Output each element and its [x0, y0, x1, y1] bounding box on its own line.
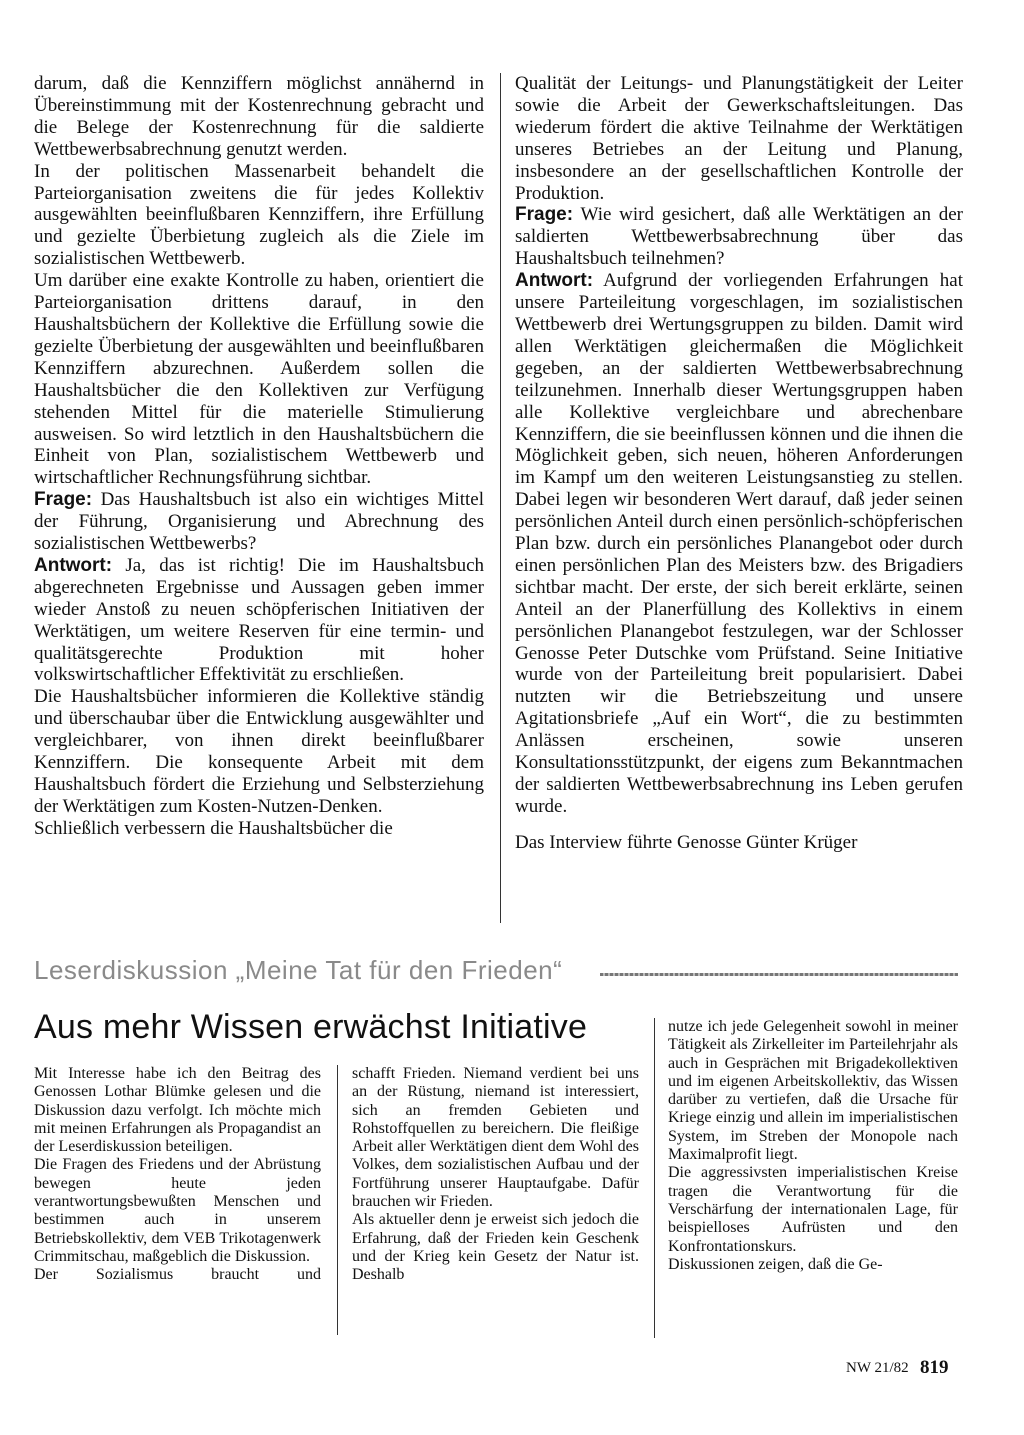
article-headline: Aus mehr Wissen erwächst Initiative: [34, 1008, 588, 1046]
paragraph: In der politischen Massenarbeit behandelt die Parteiorganisation zweitens die für jedes Kollektiv ausgewählten beeinflußbaren Kennziffern, ihre Erfüllung und gezielte Überbietung zugleich als die Ziele im sozialistischen Wettbewerb.: [34, 160, 484, 270]
paragraph: Die Fragen des Friedens und der Abrüstung bewegen heute jeden verantwortungsbewußten Menschen und bestimmen auch in unserem Betriebskollektiv, dem VEB Trikotagenwerk Crimmitschau, maßgeblich die Diskussion.: [34, 1156, 321, 1265]
question-paragraph: [34, 489, 484, 555]
paragraph: Diskussionen zeigen, daß die Ge-: [668, 1255, 883, 1273]
article-column-2: [352, 1065, 639, 1285]
paragraph: Die aggressivsten imperialistischen Kreise tragen die Verantwortung für die Verschärfung der internationalen Lage, für beispielloses Aufrüsten und den Konfrontationskurs.: [668, 1164, 958, 1255]
question-label: Frage:: [34, 489, 93, 511]
issue-number: NW 21/82: [846, 1360, 909, 1376]
answer-label: Antwort:: [34, 554, 113, 576]
section-rubric: Leserdiskussion „Meine Tat für den Frieden“: [34, 955, 563, 985]
question-text: Das Haushaltsbuch ist also ein wichtiges Mittel der Führung, Organisierung und Abrechnung des sozialistischen Wettbewerbs?: [34, 489, 484, 555]
answer-text: Ja, das ist richtig! Die im Haushaltsbuch abgerechneten Ergebnisse und Aussagen geben immer wieder Anstoß zu neuen schöpferischen Initiativen der Werktätigen, um weitere Reserven für eine termin- und qualitätsgerechte Produktion mit hoher volkswirtschaftlicher Effektivität zu erschließen.: [34, 554, 485, 686]
question-label: Frage:: [515, 204, 574, 226]
column-divider: [654, 1018, 655, 1338]
column-divider: [337, 1065, 338, 1335]
answer-paragraph: [515, 270, 963, 818]
page-number: 819: [920, 1357, 949, 1378]
paragraph: Die Haushaltsbücher informieren die Kollektive ständig und überschaubar über die Entwicklung ausgewählter und vergleichbarer, von ihnen direkt beeinflußbarer Kennziffern. Die konsequente Arbeit mit dem Haushaltsbuch fördert die Erziehung und Selbsterziehung der Werktätigen zum Kosten-Nutzen-Denken.: [34, 686, 484, 817]
paragraph: nutze ich jede Gelegenheit sowohl in meiner Tätigkeit als Zirkelleiter im Parteilehrjahr als auch in Gesprächen mit Brigadekollektiven und im eigenen Arbeitskollektiv, das Wissen darüber zu vertiefen, daß die Ursache für Kriege einzig und allein im imperialistischen System, im Streben der Monopole nach Maximalprofit liegt.: [668, 1018, 958, 1164]
interview-credit: Das Interview führte Genosse Günter Krüger: [515, 831, 858, 853]
paragraph: Qualität der Leitungs- und Planungstätigkeit der Leiter sowie die Arbeit der Gewerkschaftsleitungen. Das wiederum fördert die aktive Teilnahme der Werktätigen unseres Betriebes an der Leitung und Planung, insbesondere an der gesellschaftlichen Kontrolle der Produktion.: [515, 73, 963, 204]
article-column-1: [34, 1065, 321, 1285]
paragraph: schafft Frieden. Niemand verdient bei uns an der Rüstung, niemand ist interessiert, sich an fremden Gebieten und Rohstoffquellen zu bereichern. Die fleißige Arbeit aller Werktätigen dient dem Wohl des Volkes, dem sozialistischen Aufbau und der Fortführung unserer Hauptaufgabe. Dafür brauchen wir Frieden.: [352, 1065, 639, 1211]
answer-paragraph: [34, 555, 484, 686]
question-paragraph: [515, 204, 963, 270]
interview-column-right: [515, 73, 963, 854]
paragraph: darum, daß die Kennziffern möglichst annähernd in Übereinstimmung mit der Kostenrechnung gebracht und die Belege der Kostenrechnung für die saldierte Wettbewerbsabrechnung genutzt werden.: [34, 73, 484, 160]
answer-label: Antwort:: [515, 270, 594, 292]
paragraph: Schließlich verbessern die Haushaltsbücher die: [34, 817, 393, 839]
rubric-rule: [600, 973, 958, 976]
column-divider: [500, 73, 501, 923]
answer-text: Aufgrund der vorliegenden Erfahrungen hat unsere Parteileitung vorgeschlagen, im sozialistischen Wettbewerb drei Wertungsgruppen zu bilden. Damit wird allen Werktätigen gleichermaßen die Möglichkeit gegeben, an der saldierten Wettbewerbsabrechnung teilzunehmen. Innerhalb dieser Wertungsgruppen haben alle Kollektive vergleichbare und abrechenbare Kennziffern, die sie beeinflussen können und die ihnen die Möglichkeit geben, sich neuen, höheren Anforderungen im Kampf um den weiteren Leistungsanstieg zu stellen. Dabei legen wir besonderen Wert darauf, daß jeder seinen persönlichen Anteil durch einen persönlich-schöpferischen Plan bzw. durch ein persönliches Planangebot oder durch einen persönlichen Plan des Meisters bzw. des Brigadiers sichtbar macht. Der erste, der sich bereit erklärte, seinen Anteil an der Planerfüllung des Kollektivs in einem persönlichen Planangebot festzulegen, war der Schlosser Genosse Peter Dutschke vom Prüfstand. Seine Initiative wurde von der Parteileitung breit popularisiert. Dabei nutzten wir die Betriebszeitung und unsere Agitationsbriefe „Auf ein Wort“, die zu bestimmten Anlässen erscheinen, sowie unseren Konsultationsstützpunkt, der eigens zum Bekanntmachen der saldierten Wettbewerbsabrechnung ins Leben gerufen wurde.: [515, 270, 963, 817]
interview-column-left: [34, 73, 484, 840]
article-column-3: [668, 1018, 958, 1274]
paragraph: Als aktueller denn je erweist sich jedoch die Erfahrung, daß der Frieden kein Geschenk und der Krieg kein Gesetz der Natur ist. Deshalb: [352, 1211, 639, 1284]
paragraph: Um darüber eine exakte Kontrolle zu haben, orientiert die Parteiorganisation drittens darauf, in den Haushaltsbüchern der Kollektive die Erfüllung sowie die gezielte Überbietung der ausgewählten und beeinflußbaren Kennziffern abzurechnen. Außerdem sollen die Haushaltsbücher die den Kollektiven zur Verfügung stehenden Mittel für die materielle Stimulierung ausweisen. So wird letztlich in den Haushaltsbüchern die Einheit von Plan, sozialistischem Wettbewerb und wirtschaftlicher Rechnungsführung sichtbar.: [34, 270, 484, 489]
question-text: Wie wird gesichert, daß alle Werktätigen an der saldierten Wettbewerbsabrechnung über das Haushaltsbuch teilnehmen?: [515, 204, 963, 270]
paragraph: Mit Interesse habe ich den Beitrag des Genossen Lothar Blümke gelesen und die Diskussion dazu verfolgt. Ich möchte mich mit meinen Erfahrungen als Propagandist an der Leserdiskussion beteiligen.: [34, 1065, 321, 1156]
paragraph: Der Sozialismus braucht und: [34, 1266, 321, 1284]
